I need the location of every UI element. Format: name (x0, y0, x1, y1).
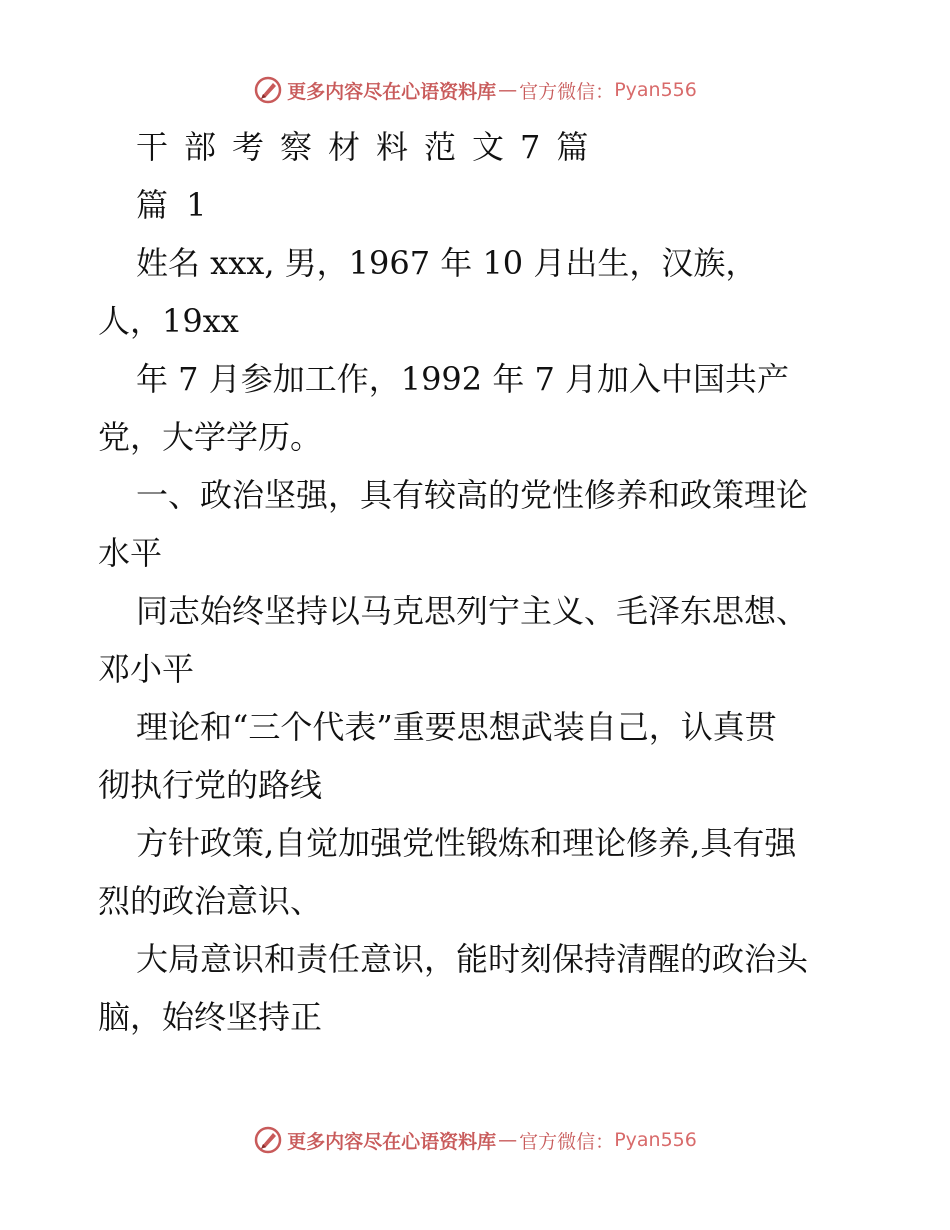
pen-logo-icon (253, 75, 283, 105)
text-line: 年 7 月参加工作，1992 年 7 月加入中国共产 (136, 360, 790, 398)
watermark-separator: — (498, 1129, 518, 1151)
text-line: 水平 (98, 534, 163, 572)
text-line: 彻执行党的路线 (98, 766, 323, 804)
text-line: 大局意识和责任意识，能时刻保持清醒的政治头 (136, 940, 809, 978)
text-line: 一、政治坚强，具有较高的党性修养和政策理论 (136, 476, 809, 514)
watermark-wechat-id: Pyan556 (614, 79, 697, 101)
document-body (98, 118, 858, 1046)
watermark-brand: 更多内容尽在心语资料库 (287, 1130, 497, 1153)
section-heading: 篇 1 (136, 186, 211, 224)
watermark-wechat-id: Pyan556 (614, 1129, 697, 1151)
paragraph-lines (98, 234, 858, 1046)
document-title: 干部考察材料范文7篇 (136, 128, 605, 166)
text-line: 同志始终坚持以马克思列宁主义、毛泽东思想、 (136, 592, 809, 630)
watermark-brand: 更多内容尽在心语资料库 (287, 80, 497, 103)
text-line: 烈的政治意识、 (98, 882, 323, 920)
text-line: 方针政策,自觉加强党性锻炼和理论修养,具有强 (136, 824, 797, 862)
header-watermark (0, 70, 950, 110)
footer-watermark (0, 1120, 950, 1160)
text-line: 党，大学学历。 (98, 418, 323, 456)
watermark-separator: — (498, 79, 518, 101)
text-line: 邓小平 (98, 650, 195, 688)
watermark-label: 官方微信： (519, 80, 615, 103)
text-line: 理论和“三个代表”重要思想武装自己，认真贯 (136, 708, 777, 746)
pen-logo-icon (253, 1125, 283, 1155)
text-line: 脑，始终坚持正 (98, 998, 323, 1036)
watermark-label: 官方微信： (519, 1130, 615, 1153)
text-line: 姓名 xxx, 男，1967 年 10 月出生，汉族， (136, 244, 758, 282)
text-line: 人，19xx (98, 302, 239, 340)
